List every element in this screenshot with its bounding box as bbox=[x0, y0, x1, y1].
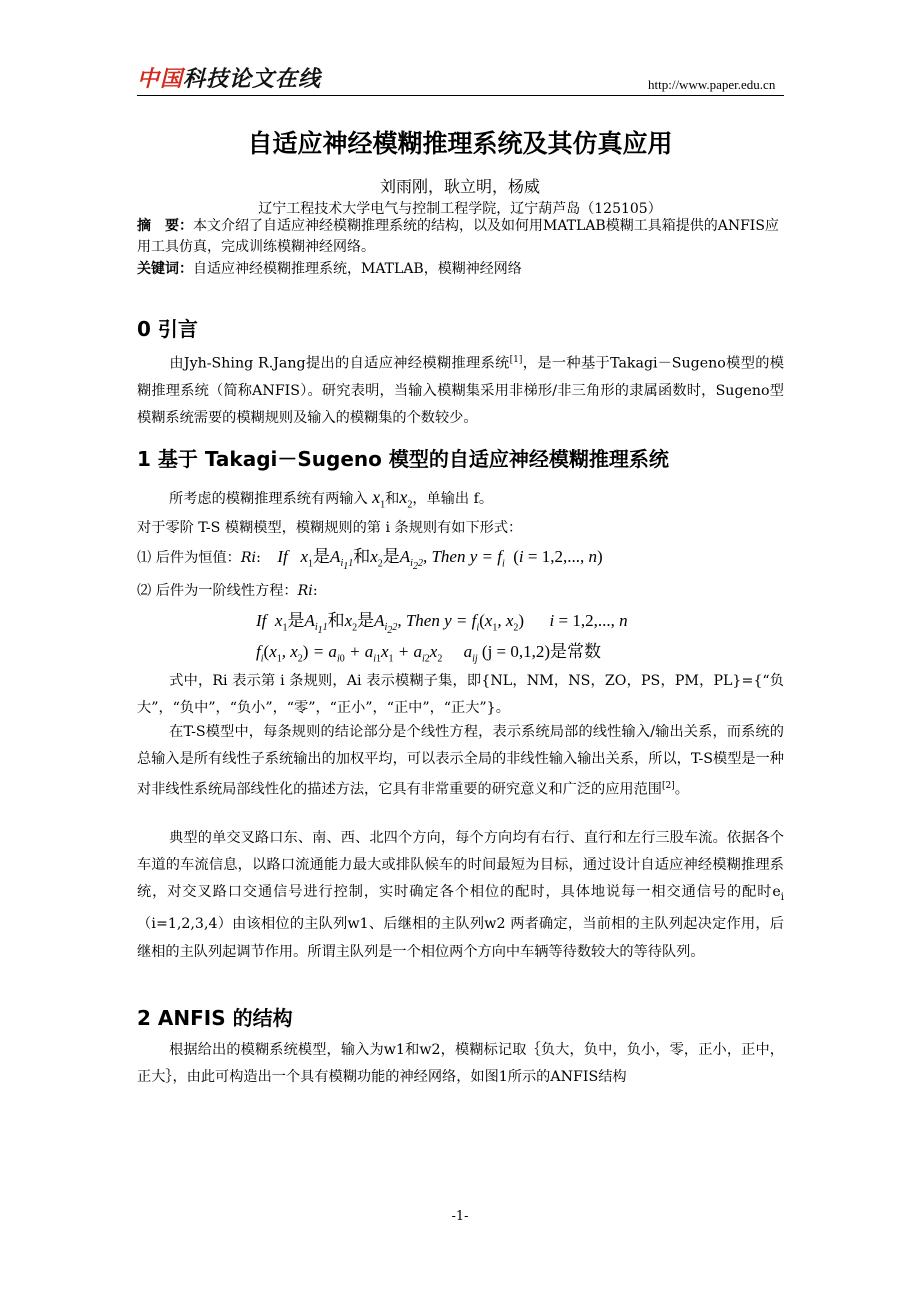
header-divider bbox=[137, 95, 784, 96]
section-0-heading: 0 引言 bbox=[137, 317, 198, 341]
case-1: ⑴ 后件为恒值：Ri: If $x_1$是$A_{i_11}$和$x_2$是$A_{i_22}$, Then $y = f_i$ (i = 1,2,..., n) bbox=[137, 547, 603, 573]
abstract: 摘 要：本文介绍了自适应神经模糊推理系统的结构，以及如何用MATLAB模糊工具箱提供的ANFIS应用工具仿真，完成训练模糊神经网络。 bbox=[137, 218, 779, 255]
traffic-paragraph: 典型的单交叉路口东、南、西、北四个方向，每个方向均有右行、直行和左行三股车流。依据各个车道的车流信息，以路口流通能力最大或排队候车的时间最短为目标，通过设计自适应神经模糊推理系统，对交叉路口交通信号进行控制，实时确定各个相位的配时，具体地说每一相交通信号的配时$e_i(i=1,2,3,4)$由该相位的主队列w1、后继相的主队列w2 两者确定，当前相的主队列起决定作用，后继相的主队列起调节作用。所谓主队列是一个相位两个方向中车辆等待数较大的等待队列。 bbox=[137, 830, 784, 960]
linear-formula: $f_i(x_1$, $x_2) = a_{i0} + a_{i1}x_1 + a_{i2}x_2$ $a_{ij}$ (j = 0,1,2)是常数 bbox=[256, 642, 602, 665]
section-1-intro: 所考虑的模糊推理系统有两输入 $x_1$和$x_2$，单输出 f。 bbox=[169, 487, 494, 511]
page-number: -1- bbox=[451, 1209, 469, 1224]
section-2-paragraph: 根据给出的模糊系统模型，输入为w1和w2，模糊标记取｛负大，负中，负小，零，正小，正中，正大｝，由此可构造出一个具有模糊功能的神经网络，如图1所示的ANFIS结构 bbox=[137, 1042, 784, 1086]
rule-formula-2: If $x_1$是$A_{i_11}$和$x_2$是$A_{i_22}$, Then $y = f_i(x_1$, $x_2$) i = 1,2,..., n bbox=[256, 611, 628, 637]
paper-affiliation: 辽宁工程技术大学电气与控制工程学院，辽宁葫芦岛（125105） bbox=[258, 201, 662, 217]
section-0-paragraph: 由Jyh-Shing R.Jang提出的自适应神经模糊推理系统[1]，是一种基于Takagi－Sugeno模型的模糊推理系统（简称ANFIS）。研究表明，当输入模糊集采用非梯形/非三角形的隶属函数时，Sugeno型模糊系统需要的模糊规则及输入的模糊集的个数较少。 bbox=[137, 355, 784, 427]
paper-title: 自适应神经模糊推理系统及其仿真应用 bbox=[247, 129, 673, 158]
case-2: ⑵ 后件为一阶线性方程：Ri: bbox=[137, 583, 318, 599]
section-2-heading: 2 ANFIS 的结构 bbox=[137, 1006, 293, 1030]
ts-model-paragraph: 在T-S模型中，每条规则的结论部分是个线性方程，表示系统局部的线性输入/输出关系，而系统的总输入是所有线性子系统输出的加权平均，可以表示全局的非线性输入输出关系，所以，T-S模型是一种对非线性系统局部线性化的描述方法，它具有非常重要的研究意义和广泛的应用范围[2]。 bbox=[137, 724, 784, 799]
paper-authors: 刘雨刚，耿立明，杨威 bbox=[379, 177, 540, 196]
rule-formula-1: If $x_1$是$A_{i_11}$和$x_2$是$A_{i_22}$, Then $y = f_i$ (i = 1,2,..., n) bbox=[277, 547, 603, 573]
journal-logo: 中国科技论文在线 bbox=[137, 67, 322, 92]
section-1-heading: 1 基于 Takagi－Sugeno 模型的自适应神经模糊推理系统 bbox=[137, 447, 669, 471]
header-url[interactable]: http://www.paper.edu.cn bbox=[648, 77, 776, 92]
zero-order-line: 对于零阶 T-S 模糊模型，模糊规则的第 i 条规则有如下形式： bbox=[137, 520, 523, 536]
keywords: 关键词：自适应神经模糊推理系统，MATLAB，模糊神经网络 bbox=[137, 261, 522, 277]
formula-explanation: 式中，Ri 表示第 i 条规则，Ai 表示模糊子集，即{NL，NM，NS，ZO，PS，PM，PL}={“负大”，“负中”，“负小”，“零”，“正小”，“正中”，“正大”}。 bbox=[137, 673, 784, 717]
